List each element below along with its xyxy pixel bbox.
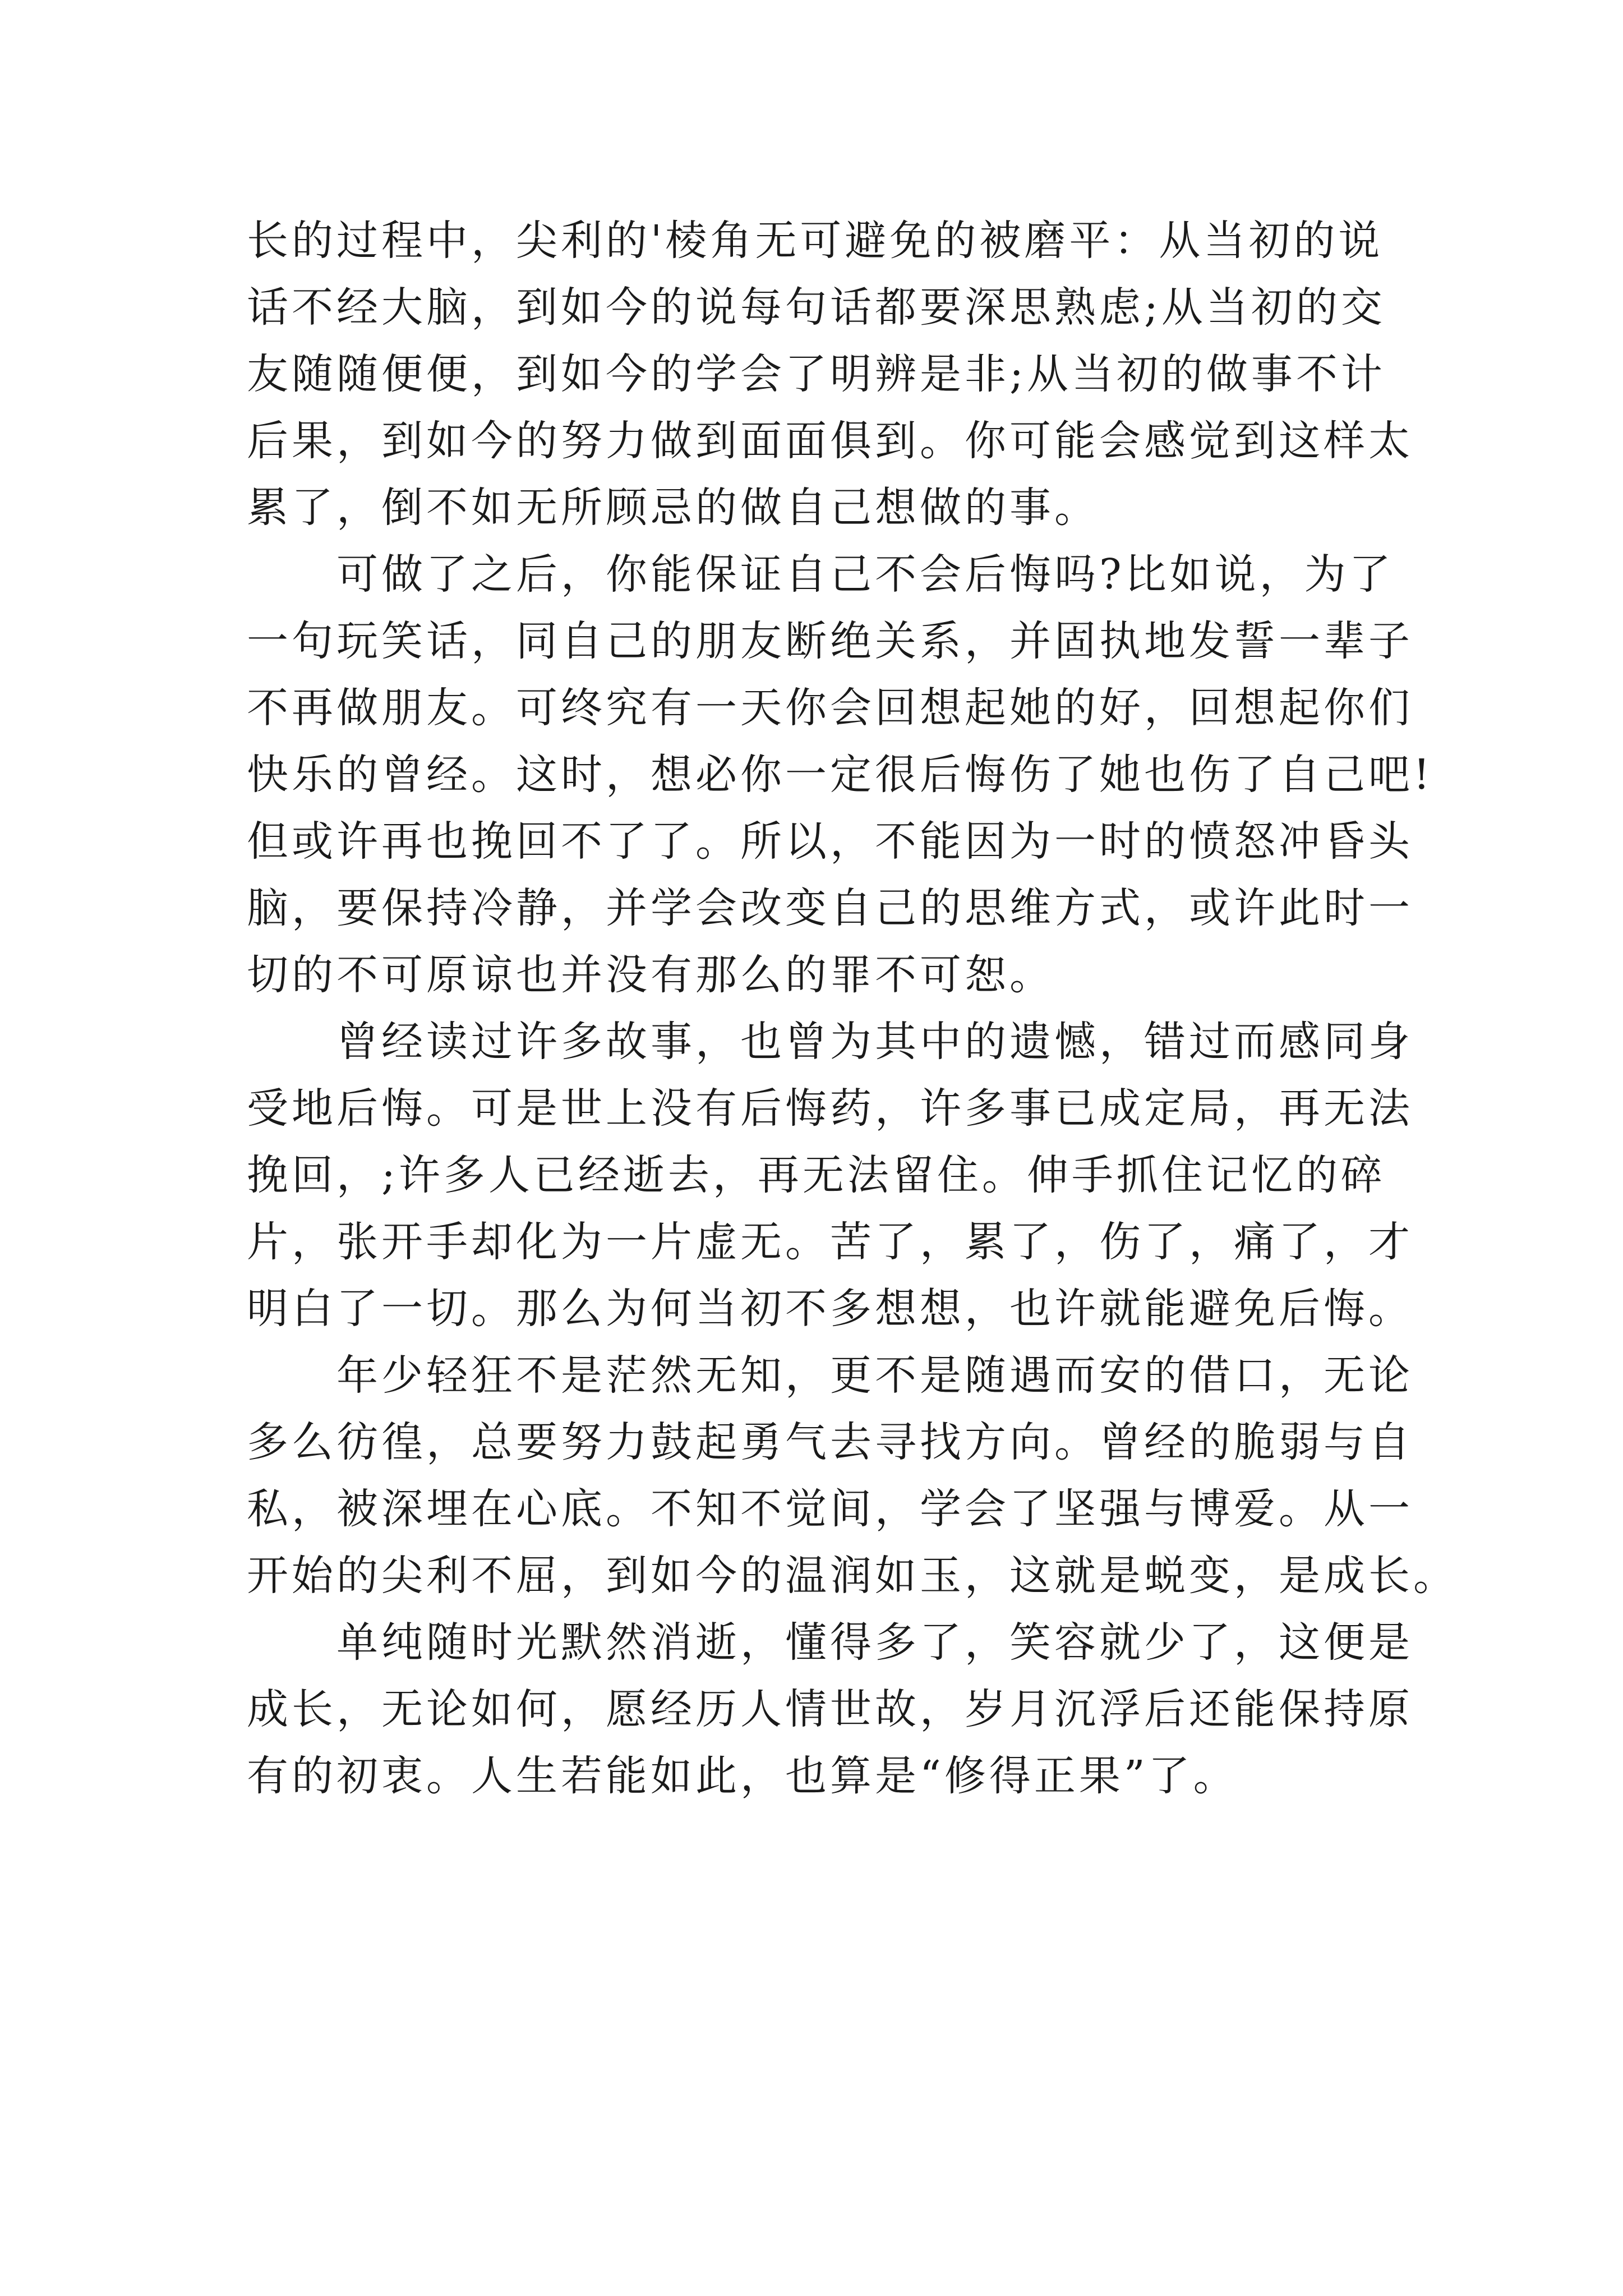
text-line: 快乐的曾经。这时，想必你一定很后悔伤了她也伤了自己吧! bbox=[247, 751, 1433, 799]
paragraph-5 bbox=[247, 1609, 1413, 1810]
text-line: 曾经读过许多故事，也曾为其中的遗憾，错过而感同身 bbox=[247, 1018, 1413, 1066]
text-line: 私，被深埋在心底。不知不觉间，学会了坚强与博爱。从一 bbox=[247, 1485, 1413, 1533]
text-line: 后果，到如今的努力做到面面俱到。你可能会感觉到这样太 bbox=[247, 417, 1413, 465]
text-line: 受地后悔。可是世上没有后悔药，许多事已成定局，再无法 bbox=[247, 1084, 1413, 1133]
text-line: 不再做朋友。可终究有一天你会回想起她的好，回想起你们 bbox=[247, 684, 1413, 732]
paragraph-3 bbox=[247, 1009, 1413, 1342]
text-line: 片，张开手却化为一片虚无。苦了，累了，伤了，痛了，才 bbox=[247, 1218, 1413, 1266]
text-line: 一句玩笑话，同自己的朋友断绝关系，并固执地发誓一辈子 bbox=[247, 617, 1413, 665]
text-line: 单纯随时光默然消逝，懂得多了，笑容就少了，这便是 bbox=[247, 1618, 1413, 1667]
text-line: 长的过程中，尖利的'棱角无可避免的被磨平：从当初的说 bbox=[247, 217, 1384, 265]
text-line: 有的初衷。人生若能如此，也算是“修得正果”了。 bbox=[247, 1752, 1238, 1800]
document-body bbox=[247, 208, 1458, 1810]
text-line: 明白了一切。那么为何当初不多想想，也许就能避免后悔。 bbox=[247, 1285, 1413, 1333]
text-line: 挽回，;许多人已经逝去，再无法留住。伸手抓住记忆的碎 bbox=[247, 1151, 1386, 1199]
text-line: 话不经大脑，到如今的说每句话都要深思熟虑;从当初的交 bbox=[247, 283, 1386, 332]
text-line: 友随随便便，到如今的学会了明辨是非;从当初的做事不计 bbox=[247, 350, 1386, 398]
text-line: 可做了之后，你能保证自己不会后悔吗?比如说，为了 bbox=[247, 550, 1394, 599]
paragraph-1 bbox=[247, 208, 1413, 541]
text-line: 累了，倒不如无所顾忌的做自己想做的事。 bbox=[247, 484, 1099, 532]
paragraph-2 bbox=[247, 541, 1433, 1009]
text-line: 脑，要保持冷静，并学会改变自己的思维方式，或许此时一 bbox=[247, 884, 1413, 932]
paragraph-4 bbox=[247, 1342, 1458, 1609]
text-line: 成长，无论如何，愿经历人情世故，岁月沉浮后还能保持原 bbox=[247, 1685, 1413, 1733]
text-line: 切的不可原谅也并没有那么的罪不可恕。 bbox=[247, 951, 1054, 999]
text-line: 多么彷徨，总要努力鼓起勇气去寻找方向。曾经的脆弱与自 bbox=[247, 1418, 1413, 1466]
text-line: 年少轻狂不是茫然无知，更不是随遇而安的借口，无论 bbox=[247, 1351, 1413, 1400]
text-line: 但或许再也挽回不了了。所以，不能因为一时的愤怒冲昏头 bbox=[247, 817, 1413, 866]
text-line: 开始的尖利不屈，到如今的温润如玉，这就是蜕变，是成长。 bbox=[247, 1552, 1458, 1600]
